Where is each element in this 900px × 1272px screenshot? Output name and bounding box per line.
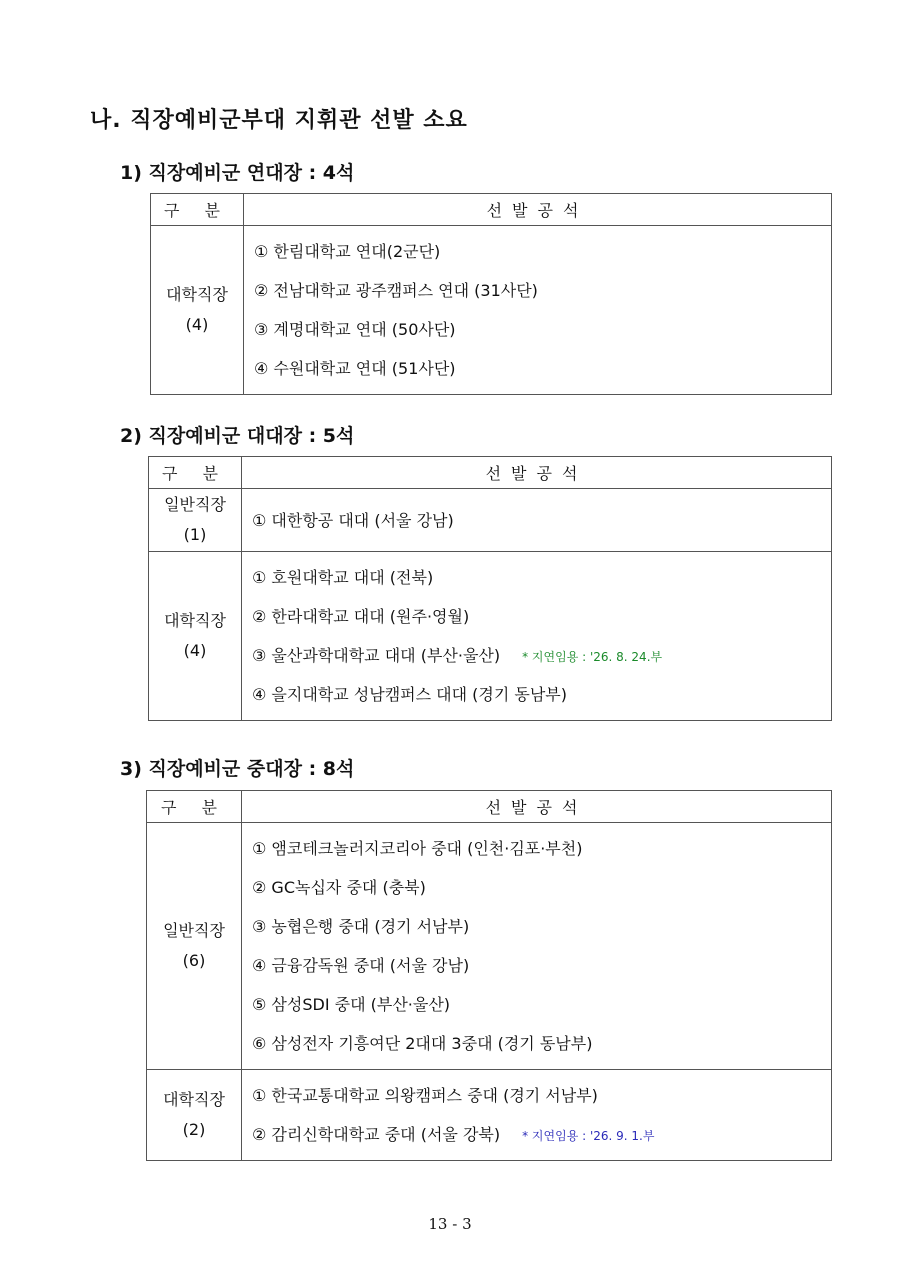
col-header-positions: 선발공석 [244,194,832,226]
list-item: ⑤ 삼성SDI 중대 (부산·울산) [252,995,451,1014]
page-number: 13 - 3 [428,1215,472,1233]
list-item: ② 전남대학교 광주캠퍼스 연대 (31사단) [254,281,538,300]
col-header-category: 구 분 [147,791,242,823]
category-cell: 대학직장 (4) [151,226,244,395]
list-item: ① 한국교통대학교 의왕캠퍼스 중대 (경기 서남부) [252,1086,598,1105]
section-title-regiment: 1) 직장예비군 연대장 : 4석 [120,162,355,184]
list-item: ① 앰코테크놀러지코리아 중대 (인천·김포·부천) [252,839,583,858]
category-cell: 대학직장 (4) [149,552,242,721]
section-title-company: 3) 직장예비군 중대장 : 8석 [120,758,355,780]
company-table [146,790,832,1161]
section-heading: 나. 직장예비군부대 지휘관 선발 소요 [90,108,468,133]
col-header-category: 구 분 [151,194,244,226]
list-item: ③ 계명대학교 연대 (50사단) [254,320,456,339]
list-item: ② 한라대학교 대대 (원주·영월) [252,607,470,626]
battalion-table [148,456,832,721]
category-cell: 일반직장 (1) [149,489,242,552]
positions-cell [242,823,832,1070]
list-item: ④ 금융감독원 중대 (서울 강남) [252,956,470,975]
regiment-table [150,193,832,395]
col-header-positions: 선발공석 [242,457,832,489]
col-header-category: 구 분 [149,457,242,489]
list-item: ① 한림대학교 연대(2군단) [254,242,441,261]
positions-cell [242,489,832,552]
delayed-appointment-note: * 지연임용 : '26. 8. 24.부 [522,650,663,664]
section-title-battalion: 2) 직장예비군 대대장 : 5석 [120,425,355,447]
list-item: ② 감리신학대학교 중대 (서울 강북) * 지연임용 : '26. 9. 1.부 [252,1125,655,1144]
list-item: ④ 수원대학교 연대 (51사단) [254,359,456,378]
list-item: ① 대한항공 대대 (서울 강남) [252,510,454,530]
list-item: ② GC녹십자 중대 (충북) [252,878,426,897]
delayed-appointment-note: * 지연임용 : '26. 9. 1.부 [522,1129,655,1143]
positions-cell [244,226,832,395]
list-item: ⑥ 삼성전자 기흥여단 2대대 3중대 (경기 동남부) [252,1034,593,1053]
col-header-positions: 선발공석 [242,791,832,823]
category-cell: 대학직장 (2) [147,1070,242,1161]
list-item: ③ 울산과학대학교 대대 (부산·울산) * 지연임용 : '26. 8. 24.부 [252,646,663,665]
positions-cell [242,552,832,721]
category-cell: 일반직장 (6) [147,823,242,1070]
list-item: ③ 농협은행 중대 (경기 서남부) [252,917,470,936]
list-item: ① 호원대학교 대대 (전북) [252,568,434,587]
list-item: ④ 을지대학교 성남캠퍼스 대대 (경기 동남부) [252,685,568,704]
positions-cell [242,1070,832,1161]
